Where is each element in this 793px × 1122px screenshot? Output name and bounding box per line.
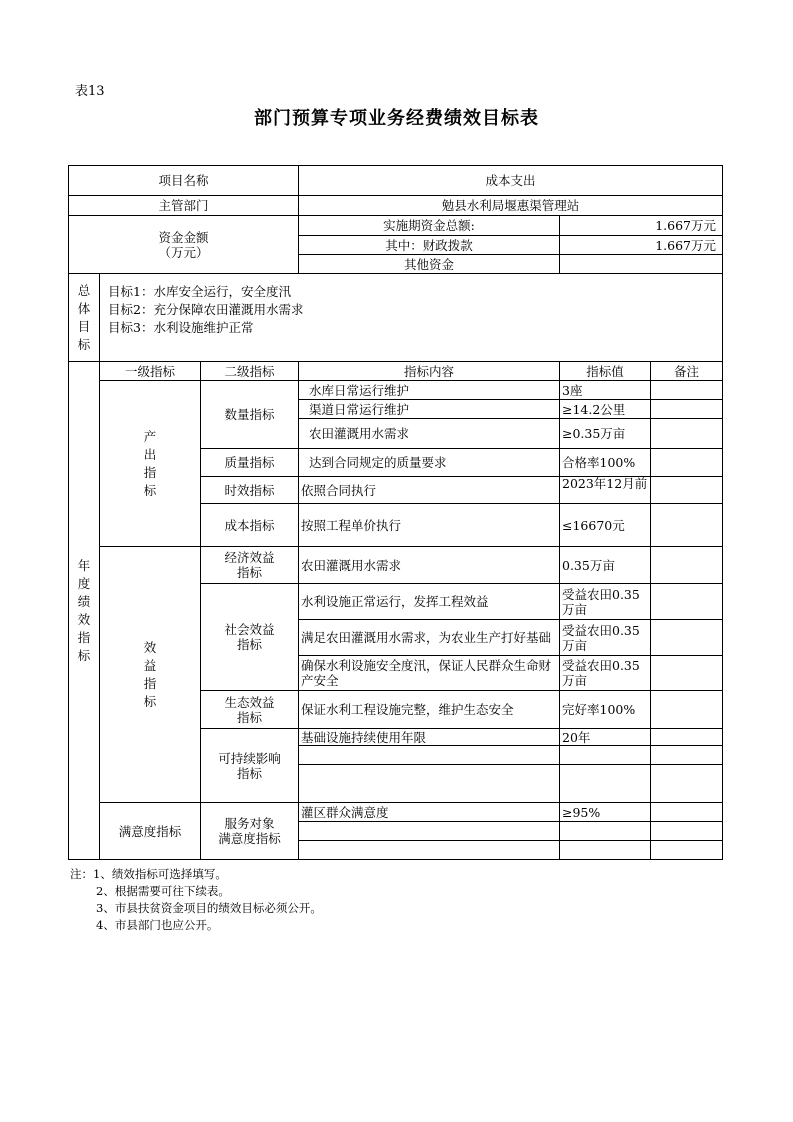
fund-other-label: 其他资金 xyxy=(298,254,560,274)
indicator-value: ≥0.35万亩 xyxy=(559,418,651,449)
indicator-content: 依照合同执行 xyxy=(298,476,560,504)
indicator-value: 完好率100% xyxy=(559,690,651,729)
fund-fiscal-value: 1.667万元 xyxy=(559,235,723,255)
indicator-remark xyxy=(650,840,723,860)
service-label-line: 满意度指标 xyxy=(218,831,281,846)
goal-label-char: 目 xyxy=(77,318,91,334)
indicator-value: 合格率100% xyxy=(559,448,651,477)
service-label-line: 服务对象 xyxy=(224,816,275,831)
indicator-value: 0.35万亩 xyxy=(559,546,651,584)
indicator-content xyxy=(298,764,560,803)
indicator-value: 2023年12月前 xyxy=(559,476,651,504)
indicator-content xyxy=(298,745,560,765)
indicator-value: ≤16670元 xyxy=(559,503,651,547)
indicator-remark xyxy=(650,728,723,746)
indicator-content: 水利设施正常运行，发挥工程效益 xyxy=(298,583,560,620)
department-label: 主管部门 xyxy=(68,195,299,216)
indicator-content xyxy=(298,840,560,860)
indicator-remark xyxy=(650,476,723,504)
cost-indicator-label: 成本指标 xyxy=(200,503,299,547)
fund-other-value xyxy=(559,254,723,274)
overall-goals-label xyxy=(68,273,100,362)
indicator-remark xyxy=(650,418,723,449)
fund-amount-label xyxy=(68,215,299,274)
goal-item: 目标3：水利设施维护正常 xyxy=(108,320,254,335)
indicator-value: 受益农田0.35万亩 xyxy=(559,583,651,620)
indicator-remark xyxy=(650,503,723,547)
indicator-remark xyxy=(650,802,723,822)
indicator-content: 按照工程单价执行 xyxy=(298,503,560,547)
indicator-content: 确保水利设施安全度汛，保证人民群众生命财产安全 xyxy=(298,655,560,691)
benefit-label-char: 指 xyxy=(143,675,157,691)
service-satisfaction-label xyxy=(200,802,299,860)
department-value: 勉县水利局堰惠渠管理站 xyxy=(298,195,723,216)
side-label-char: 绩 xyxy=(77,593,91,609)
goal-item: 目标2：充分保障农田灌溉用水需求 xyxy=(108,302,304,317)
indicator-remark xyxy=(650,399,723,419)
ecological-benefit-label xyxy=(200,690,299,729)
indicator-content: 灌区群众满意度 xyxy=(298,802,560,822)
indicator-remark xyxy=(650,619,723,656)
annual-indicators-label xyxy=(68,361,100,860)
footnote-item: 注：1、绩效指标可选择填写。 xyxy=(70,867,227,881)
sustainable-label-line: 指标 xyxy=(236,765,262,781)
indicator-remark xyxy=(650,821,723,841)
output-label-char: 标 xyxy=(143,482,157,498)
goal-item: 目标1：水库安全运行，安全度汛 xyxy=(108,284,291,299)
economic-label-line: 经济效益 xyxy=(224,550,275,565)
output-label-char: 指 xyxy=(143,464,157,480)
indicator-remark xyxy=(650,690,723,729)
indicator-remark xyxy=(650,380,723,400)
fund-label-line1: 资金金额 xyxy=(158,229,209,245)
sustainable-label-line: 可持续影响 xyxy=(218,750,281,766)
indicator-content: 农田灌溉用水需求 xyxy=(298,546,560,584)
indicator-value: ≥14.2公里 xyxy=(559,399,651,419)
fund-label-line2: （万元） xyxy=(158,244,209,260)
indicator-remark xyxy=(650,583,723,620)
quantity-indicator-label: 数量指标 xyxy=(200,380,299,449)
sustainable-impact-label xyxy=(200,728,299,803)
side-label-char: 标 xyxy=(77,647,91,663)
economic-benefit-label xyxy=(200,546,299,584)
ecological-label-line: 指标 xyxy=(236,709,262,725)
indicator-remark xyxy=(650,745,723,765)
goal-label-char: 体 xyxy=(77,300,91,316)
output-label-char: 产 xyxy=(143,428,157,444)
goal-label-char: 标 xyxy=(77,336,91,352)
side-label-char: 度 xyxy=(77,575,91,591)
indicator-value xyxy=(559,840,651,860)
indicator-value xyxy=(559,764,651,803)
fund-fiscal-label: 其中：财政拨款 xyxy=(298,235,560,255)
economic-label-line: 指标 xyxy=(236,565,262,580)
indicator-remark xyxy=(650,764,723,803)
project-name-value: 成本支出 xyxy=(298,165,723,196)
indicator-content: 基础设施持续使用年限 xyxy=(298,728,560,746)
indicator-value: 3座 xyxy=(559,380,651,400)
indicator-content: 达到合同规定的质量要求 xyxy=(298,448,560,477)
indicator-value xyxy=(559,745,651,765)
ecological-label-line: 生态效益 xyxy=(224,694,275,710)
benefit-label-char: 益 xyxy=(143,657,157,673)
benefit-label-char: 标 xyxy=(143,693,157,709)
indicator-value: 受益农田0.35万亩 xyxy=(559,655,651,691)
output-indicators-label xyxy=(99,380,201,547)
col-header-level1: 一级指标 xyxy=(99,361,201,381)
footnote-item: 3、市县扶贫资金项目的绩效目标必须公开。 xyxy=(96,901,322,915)
page-title: 部门预算专项业务经费绩效目标表 xyxy=(254,108,539,129)
indicator-value: 20年 xyxy=(559,728,651,746)
social-label-line: 社会效益 xyxy=(224,622,275,637)
indicator-content: 渠道日常运行维护 xyxy=(298,399,560,419)
side-label-char: 效 xyxy=(77,611,91,627)
footnote-item: 4、市县部门也应公开。 xyxy=(96,918,219,932)
footnotes xyxy=(70,866,322,934)
side-label-char: 年 xyxy=(77,557,91,573)
col-header-content: 指标内容 xyxy=(298,361,560,381)
project-name-label: 项目名称 xyxy=(68,165,299,196)
quality-indicator-label: 质量指标 xyxy=(200,448,299,477)
indicator-value xyxy=(559,821,651,841)
satisfaction-indicators-label: 满意度指标 xyxy=(99,802,201,860)
indicator-content xyxy=(298,821,560,841)
indicator-value: 受益农田0.35万亩 xyxy=(559,619,651,656)
social-label-line: 指标 xyxy=(236,637,262,652)
indicator-remark xyxy=(650,655,723,691)
col-header-value: 指标值 xyxy=(559,361,651,381)
table-number: 表13 xyxy=(75,84,105,99)
col-header-level2: 二级指标 xyxy=(200,361,299,381)
timeliness-indicator-label: 时效指标 xyxy=(200,476,299,504)
benefit-indicators-label xyxy=(99,546,201,803)
goal-label-char: 总 xyxy=(77,282,91,298)
overall-goals-content xyxy=(99,273,723,362)
indicator-remark xyxy=(650,546,723,584)
fund-total-label: 实施期资金总额: xyxy=(298,215,560,236)
indicator-content: 农田灌溉用水需求 xyxy=(298,418,560,449)
indicator-content: 保证水利工程设施完整，维护生态安全 xyxy=(298,690,560,729)
social-benefit-label xyxy=(200,583,299,691)
footnote-item: 2、根据需要可往下续表。 xyxy=(96,884,230,898)
benefit-label-char: 效 xyxy=(143,639,157,655)
indicator-content: 满足农田灌溉用水需求，为农业生产打好基础 xyxy=(298,619,560,656)
col-header-remark: 备注 xyxy=(650,361,723,381)
side-label-char: 指 xyxy=(77,629,91,645)
indicator-value: ≥95% xyxy=(559,802,651,822)
indicator-remark xyxy=(650,448,723,477)
fund-total-value: 1.667万元 xyxy=(559,215,723,236)
output-label-char: 出 xyxy=(143,446,157,462)
indicator-content: 水库日常运行维护 xyxy=(298,380,560,400)
